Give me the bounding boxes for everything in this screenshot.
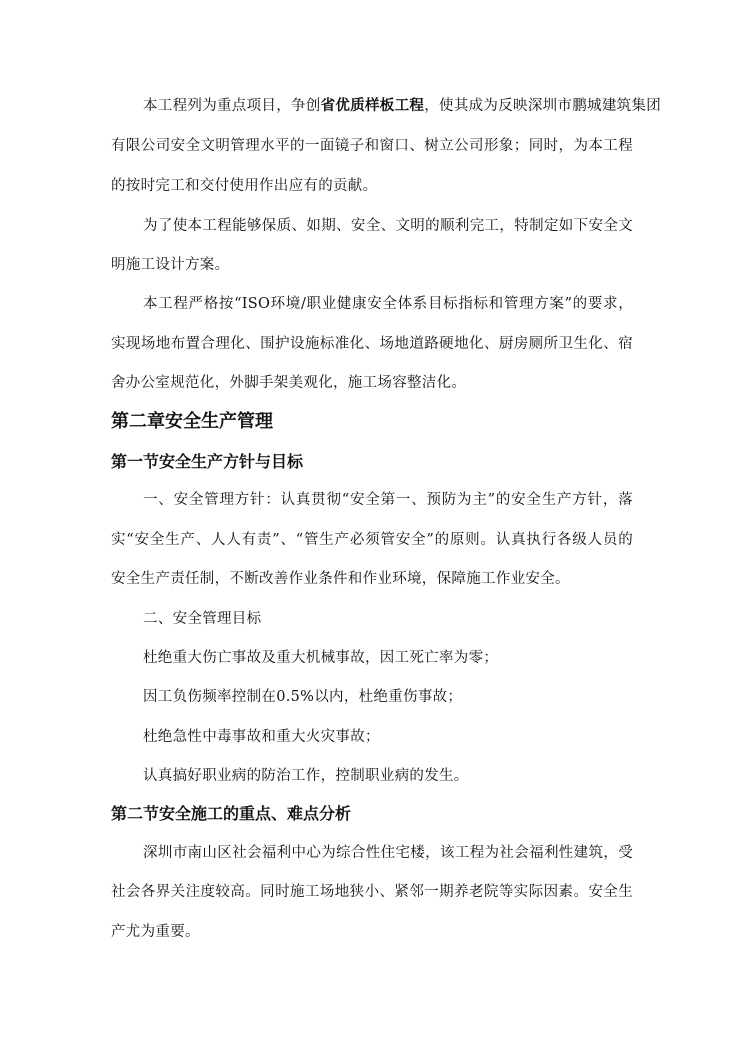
purpose-line-2: 明施工设计方案。 [111,257,230,273]
goal-item: 杜绝急性中毒事故和重大火灾事故； [143,729,380,745]
standard-line-1: 本工程严格按“ISO环境/职业健康安全体系目标指标和管理方案”的要求， [143,296,633,312]
intro-line-2: 有限公司安全文明管理水平的一面镜子和窗口、树立公司形象；同时，为本工程 [111,138,633,154]
chapter-title: 第二章安全生产管理 [111,411,273,432]
analysis-line-2: 社会各界关注度较高。同时施工场地狭小、紧邻一期养老院等实际因素。安全生 [111,884,633,900]
goal-item: 杜绝重大伤亡事故及重大机械事故，因工死亡率为零； [143,650,499,666]
goal-item: 认真搞好职业病的防治工作，控制职业病的发生。 [143,768,469,784]
intro-line-3: 的按时完工和交付使用作出应有的贡献。 [111,178,378,194]
purpose-line-1: 为了使本工程能够保质、如期、安全、文明的顺利完工，特制定如下安全文 [143,218,633,234]
goals-heading: 二、安全管理目标 [143,611,262,627]
policy-line-3: 安全生产责任制，不断改善作业条件和作业环境，保障施工作业安全。 [111,571,570,587]
intro-line-1-emphasis: 省优质样板工程 [320,98,425,114]
policy-line-1: 一、安全管理方针：认真贯彻“安全第一、预防为主”的安全生产方针，落 [143,492,633,508]
analysis-line-1: 深圳市南山区社会福利中心为综合性住宅楼，该工程为社会福利性建筑，受 [143,845,633,861]
analysis-line-3: 产尤为重要。 [111,924,200,940]
intro-line-1 [143,96,662,116]
standard-line-3: 舍办公室规范化，外脚手架美观化，施工场容整洁化。 [111,375,467,391]
intro-line-1-start: 本工程列为重点项目，争创 [143,98,321,114]
section-2-title: 第二节安全施工的重点、难点分析 [111,804,352,823]
section-1-title: 第一节安全生产方针与目标 [111,452,304,471]
intro-line-1-end: ，使其成为反映深圳市鹏城建筑集团 [424,98,662,114]
policy-line-2: 实“安全生产、人人有责”、“管生产必须管安全”的原则。认真执行各级人员的 [111,532,633,548]
goal-item: 因工负伤频率控制在0.5%以内，杜绝重伤事故； [143,689,463,705]
standard-line-2: 实现场地布置合理化、围护设施标准化、场地道路硬地化、厨房厕所卫生化、宿 [111,336,633,352]
